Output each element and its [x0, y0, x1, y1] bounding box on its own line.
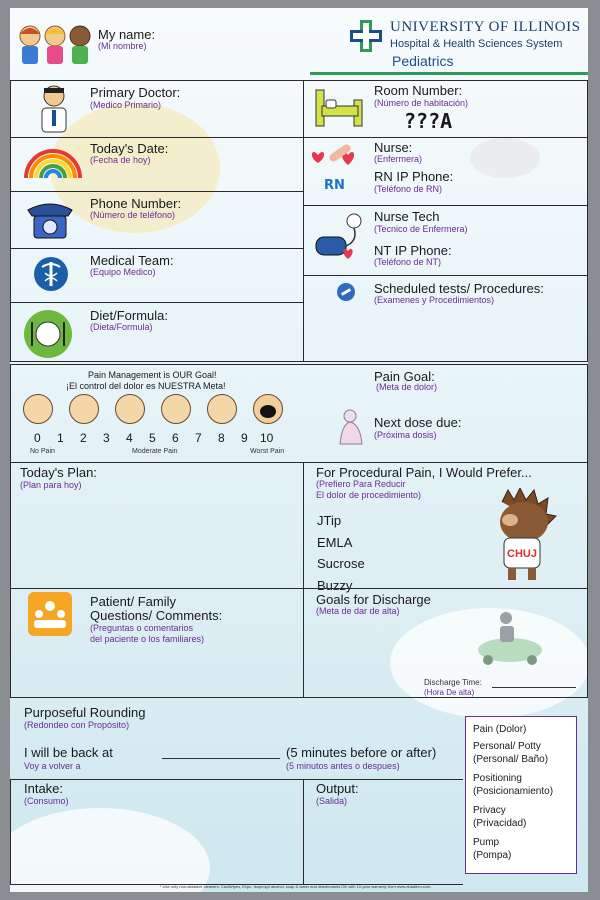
discharge-time-sub: (Hora De alta): [424, 688, 475, 697]
nurse-tech-label: Nurse Tech: [374, 209, 440, 224]
scale-1[interactable]: 1: [57, 431, 64, 445]
rounding-sub: (Redondeo con Propósito): [24, 720, 130, 730]
diet-label: Diet/Formula:: [90, 308, 169, 323]
nurse-tech-sub: (Tecnico de Enfermera): [374, 224, 468, 234]
back-at-line[interactable]: [162, 758, 280, 759]
nt-phone-label: NT IP Phone:: [374, 243, 452, 258]
checklist-pump-es: (Pompa): [473, 850, 512, 861]
next-dose-label: Next dose due:: [374, 415, 462, 430]
option-jtip[interactable]: JTip: [317, 513, 342, 528]
pain-goal-sub: (Meta de dolor): [376, 382, 438, 392]
blood-pressure-icon: [308, 211, 368, 263]
header-divider: [310, 72, 588, 75]
pain-goal-label: Pain Goal:: [374, 369, 435, 384]
scheduled-tests-label: Scheduled tests/ Procedures:: [374, 281, 544, 296]
porcupine-mascot-icon: [482, 488, 562, 584]
nt-phone-sub: (Teléfono de NT): [374, 257, 442, 267]
face-8-icon: [207, 394, 237, 424]
checklist-pain[interactable]: Pain (Dolor): [473, 724, 527, 735]
medical-team-label: Medical Team:: [90, 253, 174, 268]
questions-label-2: Questions/ Comments:: [90, 608, 223, 623]
checklist-privacy-es: (Privacidad): [473, 818, 527, 829]
scale-4[interactable]: 4: [126, 431, 133, 445]
room-sub: (Número de habitación): [374, 98, 469, 108]
face-2-icon: [69, 394, 99, 424]
worst-pain-label: Worst Pain: [250, 448, 285, 455]
next-dose-sub: (Próxima dosis): [374, 430, 437, 440]
intake-label: Intake:: [24, 781, 64, 796]
minutes-label: (5 minutes before or after): [286, 745, 437, 760]
checklist-pump[interactable]: Pump: [473, 837, 500, 848]
option-buzzy[interactable]: Buzzy: [317, 578, 353, 593]
org-subtitle: Hospital & Health Sciences System: [390, 38, 563, 50]
org-title: UNIVERSITY OF ILLINOIS: [390, 19, 581, 35]
todays-plan-label: Today's Plan:: [20, 465, 97, 480]
telephone-icon: [24, 198, 76, 242]
nurse-sub: (Enfermera): [374, 154, 423, 164]
face-6-icon: [161, 394, 191, 424]
footer-note: * Use only non-abrasive cleaners. CaviWipes, Expo, Isopropyl alcohol, soap & water and disinfectants OK with 10-year warranty from www.ahaalbm.com.: [160, 884, 432, 889]
family-icon: [28, 592, 72, 636]
plate-icon: [22, 308, 74, 360]
phone-sub: (Número de teléfono): [90, 210, 176, 220]
back-at-sub: Voy a volver a: [24, 761, 81, 771]
diet-sub: (Dieta/Formula): [90, 322, 153, 332]
pain-title: Pain Management is OUR Goal!: [88, 370, 217, 380]
primary-doctor-sub: (Medico Primario): [90, 100, 162, 110]
scale-3[interactable]: 3: [103, 431, 110, 445]
scale-7[interactable]: 7: [195, 431, 202, 445]
nurse-label: Nurse:: [374, 140, 413, 155]
output-sub: (Salida): [316, 796, 348, 806]
room-value: ???A: [404, 109, 453, 133]
scale-9[interactable]: 9: [241, 431, 248, 445]
scale-5[interactable]: 5: [149, 431, 156, 445]
face-4-icon: [115, 394, 145, 424]
back-at-label: I will be back at: [24, 745, 113, 760]
scale-0[interactable]: 0: [34, 431, 41, 445]
rounding-title: Purposeful Rounding: [24, 705, 146, 720]
todays-date-sub: (Fecha de hoy): [90, 155, 151, 165]
checklist-positioning-es: (Posicionamiento): [473, 786, 554, 797]
checklist-privacy[interactable]: Privacy: [473, 805, 506, 816]
scale-6[interactable]: 6: [172, 431, 179, 445]
uillinois-logo-icon: [350, 20, 382, 52]
rainbow-icon: [22, 144, 84, 180]
discharge-time-label: Discharge Time:: [424, 678, 482, 687]
minutes-sub: (5 minutos antes o despues): [286, 761, 400, 771]
whiteboard: [10, 8, 588, 892]
medicine-icon: [336, 406, 366, 446]
rn-phone-label: RN IP Phone:: [374, 169, 454, 184]
mascot-shirt-label: CHUJ: [507, 548, 537, 560]
rn-phone-sub: (Teléfono de RN): [374, 184, 443, 194]
medical-team-sub: (Equipo Medico): [90, 267, 156, 277]
questions-label-1: Patient/ Family: [90, 594, 176, 609]
checklist-personal-es: (Personal/ Baño): [473, 754, 549, 765]
intake-sub: (Consumo): [24, 796, 69, 806]
option-emla[interactable]: EMLA: [317, 535, 353, 550]
caduceus-icon: [32, 255, 70, 293]
checklist-personal[interactable]: Personal/ Potty: [473, 741, 541, 752]
face-0-icon: [23, 394, 53, 424]
car-icon: [470, 608, 550, 668]
syringe-icon: [336, 282, 356, 302]
todays-plan-sub: (Plan para hoy): [20, 480, 82, 490]
questions-sub-2: del paciente o los familiares): [90, 634, 205, 644]
option-sucrose[interactable]: Sucrose: [317, 556, 365, 571]
primary-doctor-label: Primary Doctor:: [90, 85, 181, 100]
pain-subtitle: ¡El control del dolor es NUESTRA Meta!: [66, 381, 226, 391]
scheduled-tests-sub: (Examenes y Procedimientos): [374, 295, 495, 305]
procedural-pain-sub1: (Prefiero Para Reducir: [316, 479, 406, 489]
output-label: Output:: [316, 781, 359, 796]
scale-10[interactable]: 10: [260, 431, 274, 445]
svg-text:RN: RN: [324, 178, 345, 193]
bed-icon: [312, 84, 366, 130]
procedural-pain-sub2: El dolor de procedimiento): [316, 490, 422, 500]
face-10-mouth-icon: [260, 405, 276, 418]
scale-2[interactable]: 2: [80, 431, 87, 445]
moderate-pain-label: Moderate Pain: [132, 448, 178, 455]
discharge-time-line[interactable]: [492, 687, 576, 688]
department-title: Pediatrics: [392, 53, 454, 69]
scale-8[interactable]: 8: [218, 431, 225, 445]
doctor-icon: [34, 84, 74, 136]
my-name-label: My name:: [98, 27, 156, 42]
discharge-goals-label: Goals for Discharge: [316, 592, 431, 607]
no-pain-label: No Pain: [30, 448, 55, 455]
questions-sub-1: (Preguntas o comentarios: [90, 623, 194, 633]
checklist-positioning[interactable]: Positioning: [473, 773, 522, 784]
phone-label: Phone Number:: [90, 196, 182, 211]
todays-date-label: Today's Date:: [90, 141, 169, 156]
procedural-pain-label: For Procedural Pain, I Would Prefer...: [316, 465, 532, 480]
nurse-hearts-icon: [308, 141, 366, 197]
discharge-goals-sub: (Meta de dar de alta): [316, 606, 400, 616]
room-label: Room Number:: [374, 83, 463, 98]
my-name-sub: (Mi nombre): [98, 41, 147, 51]
kids-icon: [16, 22, 94, 72]
